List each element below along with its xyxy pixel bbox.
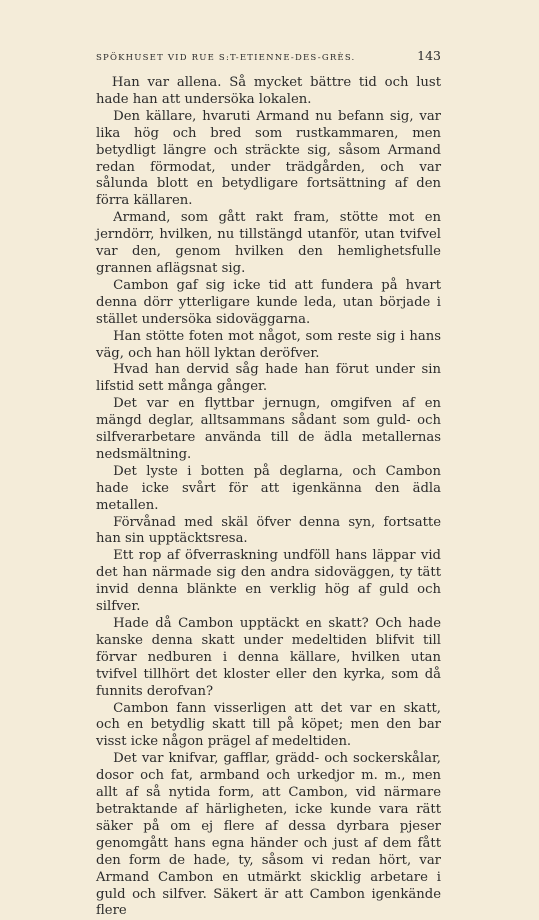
paragraph: Den källare, hvaruti Armand nu befann sig, var lika hög och bred som rustkammaren, men betydligt längre och sträckte sig, såsom Armand redan förmodat, under trädgården, och var sålunda blott en betydligare fortsättning af den förra källaren. <box>96 108 441 209</box>
paragraph: Han var allena. Så mycket bättre tid och lust hade han att undersöka lokalen. <box>96 75 441 107</box>
paragraph: Det var en flyttbar jernugn, omgifven af en mängd deglar, alltsammans sådant som guld- och silfverarbetare använda till de ädla metallernas nedsmältning. <box>96 396 441 462</box>
paragraph: Cambon gaf sig icke tid att fundera på hvart denna dörr ytterligare kunde leda, utan började i stället undersöka sidoväggarna. <box>96 277 441 327</box>
running-head-title: SPÖKHUSET VID RUE S:T-ETIENNE-DES-GRÈS. <box>96 53 356 63</box>
paragraph: Det lyste i botten på deglarna, och Cambon hade icke svårt för att igenkänna den ädla metallen. <box>96 463 441 513</box>
running-head <box>96 48 441 63</box>
paragraph: Han stötte foten mot något, som reste sig i hans väg, och han höll lyktan deröfver. <box>96 328 441 361</box>
paragraph: Ett rop af öfverraskning undföll hans läppar vid det han närmade sig den andra sidoväggen, ty tätt invid denna blänkte en verklig hög af guld och silfver. <box>96 548 441 615</box>
paragraph: Det var knifvar, gafflar, grädd- och sockerskålar, dosor och fat, armband och urkedjor m. m., men allt af så nytida form, att Cambon, vid närmare betraktande af härligheten, icke kunde vara rätt säker på om ej flere af dessa dyrbara pjeser genomgått hans egna händer och just af dem fått den form de hade, ty, såsom vi redan hört, var Armand Cambon en utmärkt skicklig arbetare i guld och silfver. Säkert är att Cambon igenkände flere <box>96 751 441 919</box>
paragraph: Hvad han dervid såg hade han förut under sin lifstid sett många gånger. <box>96 362 441 395</box>
body-text <box>96 75 441 920</box>
paragraph: Armand, som gått rakt fram, stötte mot en jerndörr, hvilken, nu tillstängd utanför, utan tvifvel var den, genom hvilken den hemlighetsfulle grannen aflägsnat sig. <box>96 210 441 276</box>
page-number: 143 <box>417 48 441 63</box>
paragraph: Cambon fann visserligen att det var en skatt, och en betydlig skatt till på köpet; men den bar visst icke någon prägel af medeltiden. <box>96 700 441 750</box>
paragraph: Hade då Cambon upptäckt en skatt? Och hade kanske denna skatt under medeltiden blifvit till förvar nedburen i denna källare, hvilken utan tvifvel tillhört det kloster eller den kyrka, som då funnits derofvan? <box>96 616 441 699</box>
paragraph: Förvånad med skäl öfver denna syn, fortsatte han sin upptäcktsresa. <box>96 514 441 547</box>
